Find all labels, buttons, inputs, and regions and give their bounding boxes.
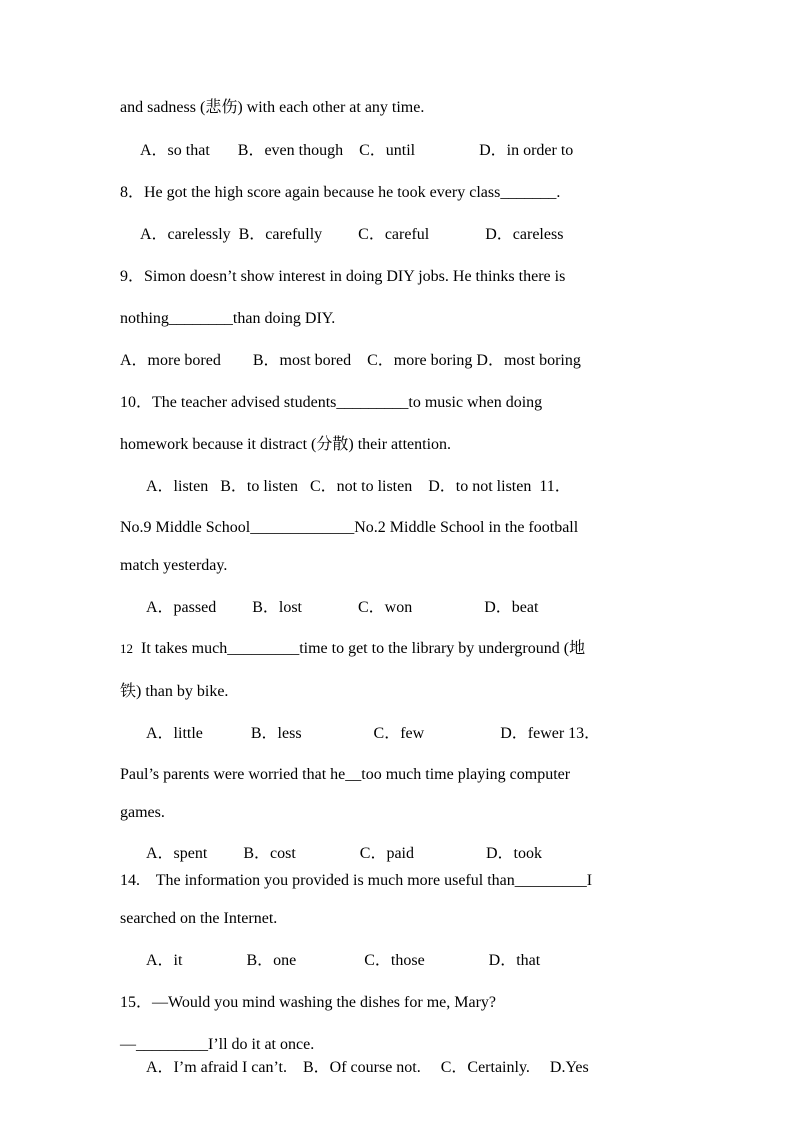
- question-14-stem-continued: searched on the Internet.: [120, 910, 278, 927]
- question-11-stem-continued: match yesterday.: [120, 557, 228, 574]
- question-10-stem-continued: homework because it distract (分散) their attention.: [120, 436, 452, 453]
- question-14-options: A．it B．one C．those D．that: [146, 952, 541, 969]
- question-10-stem: 10．The teacher advised students_________to music when doing: [120, 394, 543, 411]
- question-15-stem: 15．—Would you mind washing the dishes for me, Mary?: [120, 994, 496, 1011]
- question-12-stem: [120, 641, 585, 657]
- question-11-stem: No.9 Middle School_____________No.2 Middle School in the football: [120, 519, 579, 536]
- question-9-stem: 9．Simon doesn’t show interest in doing DIY jobs. He thinks there is: [120, 268, 566, 285]
- question-13-options: A．spent B．cost C．paid D．took: [146, 845, 542, 862]
- question-9-options: A．more bored B．most bored C．more boring D．most boring: [120, 352, 581, 369]
- question-11-options: A．passed B．lost C．won D．beat: [146, 599, 539, 616]
- question-14-stem: 14. The information you provided is much more useful than_________I: [120, 872, 593, 889]
- question-8-options: A．carelessly B．carefully C．careful D．careless: [140, 226, 564, 243]
- question-13-stem-continued: games.: [120, 804, 165, 821]
- question-15-options: A．I’m afraid I can’t. B．Of course not. C．Certainly. D.Yes: [146, 1059, 589, 1076]
- question-12-text: It takes much_________time to get to the library by underground (地: [133, 640, 586, 657]
- question-12-options: A．little B．less C．few D．fewer 13．: [146, 725, 601, 742]
- question-12-number: 12: [120, 641, 133, 656]
- question-7-options: A．so that B．even though C．until D．in order to: [140, 142, 574, 159]
- question-7-continuation: and sadness (悲伤) with each other at any time.: [120, 99, 425, 116]
- question-10-options: A．listen B．to listen C．not to listen D．to not listen 11．: [146, 478, 571, 495]
- question-9-stem-continued: nothing________than doing DIY.: [120, 310, 336, 327]
- question-15-reply: —_________I’ll do it at once.: [120, 1036, 315, 1053]
- question-13-stem: Paul’s parents were worried that he__too much time playing computer: [120, 766, 571, 783]
- question-8-stem: 8．He got the high score again because he took every class_______.: [120, 184, 561, 201]
- question-12-stem-continued: 铁) than by bike.: [120, 683, 229, 700]
